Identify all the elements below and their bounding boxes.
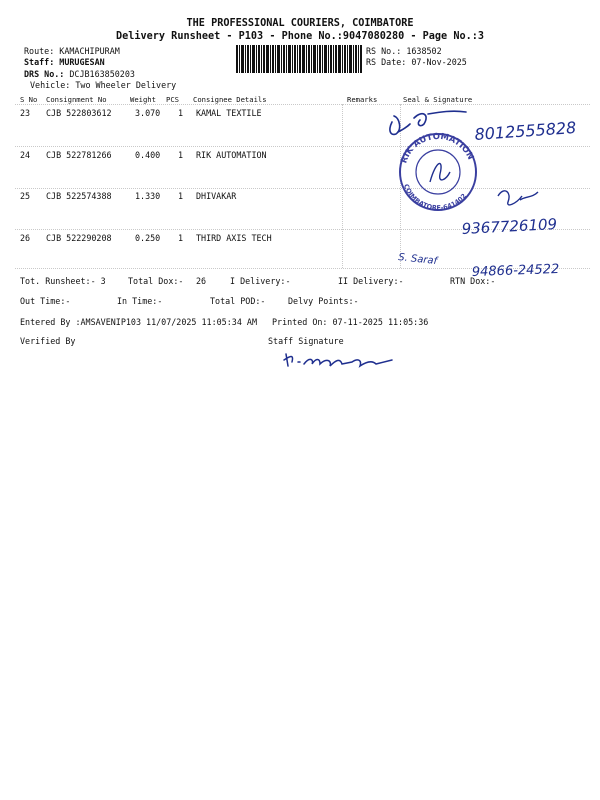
rtn-dox: RTN Dox:- — [450, 276, 496, 286]
row-weight: 1.330 — [135, 191, 161, 201]
row-consignee: DHIVAKAR — [196, 191, 237, 201]
printed-on: Printed On: 07-11-2025 11:05:36 — [272, 317, 429, 327]
rs-date: RS Date: 07-Nov-2025 — [366, 57, 467, 67]
out-time: Out Time:- — [20, 296, 71, 306]
staff-signature-label: Staff Signature — [268, 336, 344, 346]
runsheet-title: Delivery Runsheet - P103 - Phone No.:9047080280 - Page No.:3 — [115, 31, 484, 42]
col-consignee: Consignee Details — [193, 95, 267, 104]
col-seal-signature: Seal & Signature — [403, 95, 473, 104]
handwritten-name: S. Saraf — [397, 252, 438, 268]
grid-line — [342, 104, 343, 268]
row-pcs: 1 — [178, 150, 184, 160]
row-pcs: 1 — [178, 191, 184, 201]
col-pcs: PCS — [166, 95, 179, 104]
handwritten-phone-1: 8012555828 — [473, 117, 577, 144]
verified-by: Verified By — [20, 336, 76, 346]
total-dox-label: Total Dox:- — [128, 276, 184, 286]
signature-initials — [390, 111, 466, 134]
row-weight: 0.400 — [135, 150, 161, 160]
stamp-inner-ring — [416, 150, 460, 194]
col-consignment: Consignment No — [46, 95, 107, 104]
row-consignment: CJB 522574388 — [46, 191, 112, 201]
route-label: Route: KAMACHIPURAM — [24, 46, 120, 56]
row-consignment: CJB 522803612 — [46, 108, 112, 118]
handwritten-phone-3: 94866-24522 — [471, 261, 560, 280]
i-delivery: I Delivery:- — [230, 276, 291, 286]
ii-delivery: II Delivery:- — [338, 276, 404, 286]
col-remarks: Remarks — [347, 95, 378, 104]
rs-number: RS No.: 1638502 — [366, 46, 442, 56]
row-consignee: RIK AUTOMATION — [196, 150, 267, 160]
handwriting-overlay — [380, 100, 590, 280]
stamp-top-text: RIK AUTOMATION — [399, 131, 476, 165]
col-sno: S No — [20, 95, 38, 104]
total-runsheet: Tot. Runsheet:- 3 — [20, 276, 106, 286]
vehicle-label: Vehicle: Two Wheeler Delivery — [30, 80, 177, 90]
row-pcs: 1 — [178, 108, 184, 118]
barcode-image — [236, 45, 362, 73]
delvy-points: Delvy Points:- — [288, 296, 359, 306]
company-title: THE PROFESSIONAL COURIERS, COIMBATORE — [186, 18, 414, 29]
stamp-bottom-text: COIMBATORE-641402 — [401, 182, 469, 213]
in-time: In Time:- — [117, 296, 163, 306]
row-sno: 25 — [20, 191, 31, 201]
row-weight: 0.250 — [135, 233, 161, 243]
row-consignee: THIRD AXIS TECH — [196, 233, 272, 243]
staff-signature-mark — [280, 346, 410, 372]
total-dox-value: 26 — [196, 276, 207, 286]
drs-number: DRS No.: DCJB163850203 — [24, 69, 135, 79]
col-weight: Weight — [130, 95, 156, 104]
row-sno: 23 — [20, 108, 31, 118]
row-weight: 3.070 — [135, 108, 161, 118]
row-sno: 26 — [20, 233, 31, 243]
row-consignment: CJB 522781266 — [46, 150, 112, 160]
handwritten-phone-2: 9367726109 — [461, 215, 558, 238]
row-pcs: 1 — [178, 233, 184, 243]
entered-by: Entered By :AMSAVENIP103 11/07/2025 11:05:34 AM — [20, 317, 257, 327]
stamp-signature — [430, 164, 450, 182]
signature-scribble — [498, 191, 538, 205]
row-sno: 24 — [20, 150, 31, 160]
row-consignment: CJB 522290208 — [46, 233, 112, 243]
total-pod: Total POD:- — [210, 296, 266, 306]
row-consignee: KAMAL TEXTILE — [196, 108, 262, 118]
staff-label: Staff: MURUGESAN — [24, 57, 105, 67]
